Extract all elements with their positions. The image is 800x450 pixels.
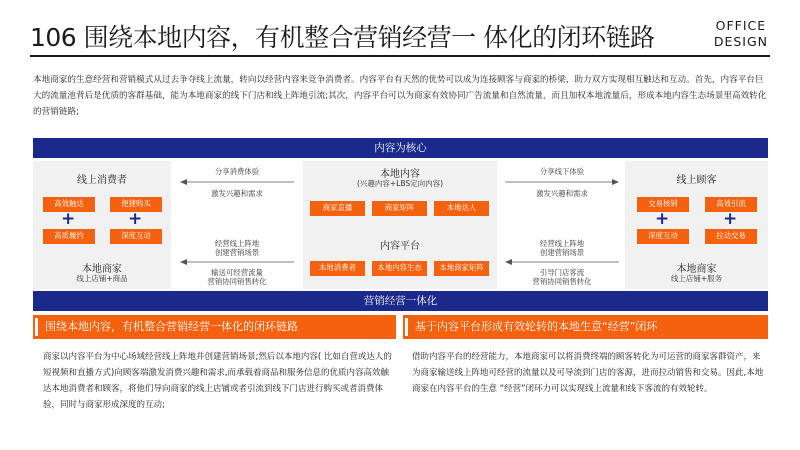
arrow-label: 输送可经营流量 (211, 268, 263, 277)
box-local-influencer: 本地达人 (434, 201, 489, 216)
panel-subtitle: (兴趣内容+LBS定向内容) (356, 179, 444, 188)
arrow-left-icon (180, 178, 294, 186)
arrow-label: 激发兴趣和需求 (211, 189, 263, 198)
box-drive-transactions: 拉动交易 (705, 229, 757, 244)
box-efficient-reach: 高效触达 (43, 197, 95, 212)
plus-icon: + (655, 209, 670, 229)
plus-icon: + (128, 209, 143, 229)
arrow-label: 创建营销场景 (539, 248, 585, 257)
plus-icon: + (723, 209, 738, 229)
panel-local-content (303, 161, 497, 289)
intro-paragraph: 本地商家的生意经营和营销模式从过去争夺线上流量，转向以经营内容来竞争消费者。内容平台有天然的优势可以成为连接顾客与商家的桥梁，助力双方实现相互触达和互动。首先，内容平台巨大的流量池背后是优质的客群基础，能为本地商家的线下门店和线上阵地引流;其次，内容平台可以为商家有效协同广告流量和自然流量，而且加权本地流量后，形成本地内容生态场景里高效转化的营销链路; (33, 75, 767, 117)
band-marketing-operations: 营销经营一体化 (33, 291, 768, 311)
title-divider (30, 55, 770, 57)
arrow-left-icon (180, 258, 294, 266)
box-transaction-verify: 交易核销 (637, 197, 689, 212)
panel-title: 线上顾客 (676, 175, 717, 186)
panel-online-customers (625, 161, 768, 289)
band-content-core: 内容为核心 (33, 138, 768, 158)
arrow-group-right-2 (505, 238, 619, 288)
box-convenient-purchase: 便捷购买 (110, 197, 162, 212)
arrow-label: 引导门店客流 (539, 268, 585, 277)
panel-mid-title: 内容平台 (380, 241, 420, 252)
section-body-right: 借助内容平台的经营能力，本地商家可以将消费终端的顾客转化为可运营的商家客群资产，来为商家输送线上阵地可经营的流量以及可导流到门店的客源，进而拉动销售和交易。因此,本地商家在内容平台的生意 “经营”闭环力可以实现线上流量和线下客流的有效轮转。 (412, 352, 764, 394)
plus-icon: + (61, 209, 76, 229)
panel-footer-title: 本地商家 (676, 264, 717, 275)
arrow-label: 创建营销场景 (214, 248, 260, 257)
arrow-label: 营销协同销售转化 (532, 277, 592, 286)
box-merchant-matrix: 商家矩阵 (372, 201, 427, 216)
box-merchant-live: 商家直播 (310, 201, 365, 216)
panel-footer-sub: 线上店铺+服务 (670, 274, 723, 283)
panel-title: 本地内容 (380, 169, 420, 180)
brand-line-2: DESIGN (713, 34, 768, 49)
arrow-label: 经营线上阵地 (214, 239, 260, 248)
arrow-right-icon (505, 178, 619, 186)
page-title: 106 围绕本地内容，有机整合营销经营一 体化的闭环链路 (30, 23, 655, 52)
panel-online-consumers (33, 161, 171, 289)
section-body-left: 商家以内容平台为中心场域经营线上阵地并创建营销场景;然后以本地内容( 比如自营或达人的短视频和直播方式)向顾客端激发消费兴趣和需求,而承载着商品和服务信息的优质内容高效触达本地消费者和顾客，将他们导向商家的线上店铺或者引流到线下门店进行购买或者消费体验，同时与商家形成深度的互动; (43, 352, 392, 410)
arrow-label: 分享消费体验 (214, 167, 260, 176)
box-local-merchant-matrix: 本地商家矩阵 (434, 261, 489, 276)
section-title-right: 基于内容平台形成有效轮转的本地生意“经营”闭环 (403, 315, 768, 339)
panel-title: 线上消费者 (77, 175, 127, 186)
box-deep-interaction: 深度互动 (637, 229, 689, 244)
arrow-label: 营销协同销售转化 (207, 277, 267, 286)
arrow-group-left-2 (180, 238, 294, 288)
box-quality-fulfillment: 高质履约 (43, 229, 95, 244)
panel-footer-sub: 线上店铺+商品 (76, 274, 128, 283)
arrow-left-icon (505, 258, 619, 266)
box-efficient-traffic: 高效引流 (705, 197, 757, 212)
brand-line-1: OFFICE (715, 18, 767, 33)
arrow-label: 分享线下体验 (539, 167, 585, 176)
brand-logo (714, 18, 768, 50)
arrow-label: 经营线上阵地 (539, 239, 585, 248)
section-title-left: 围绕本地内容，有机整合营销经营一体化的闭环链路 (33, 315, 396, 339)
arrow-label: 激发兴趣和需求 (536, 189, 588, 198)
arrow-group-right-1 (505, 166, 619, 206)
box-local-consumers: 本地消费者 (310, 261, 365, 276)
box-local-ecosystem: 本地内容生态 (372, 261, 427, 276)
arrow-group-left-1 (180, 166, 294, 206)
panel-footer-title: 本地商家 (82, 264, 122, 275)
box-deep-interaction: 深度互动 (110, 229, 162, 244)
